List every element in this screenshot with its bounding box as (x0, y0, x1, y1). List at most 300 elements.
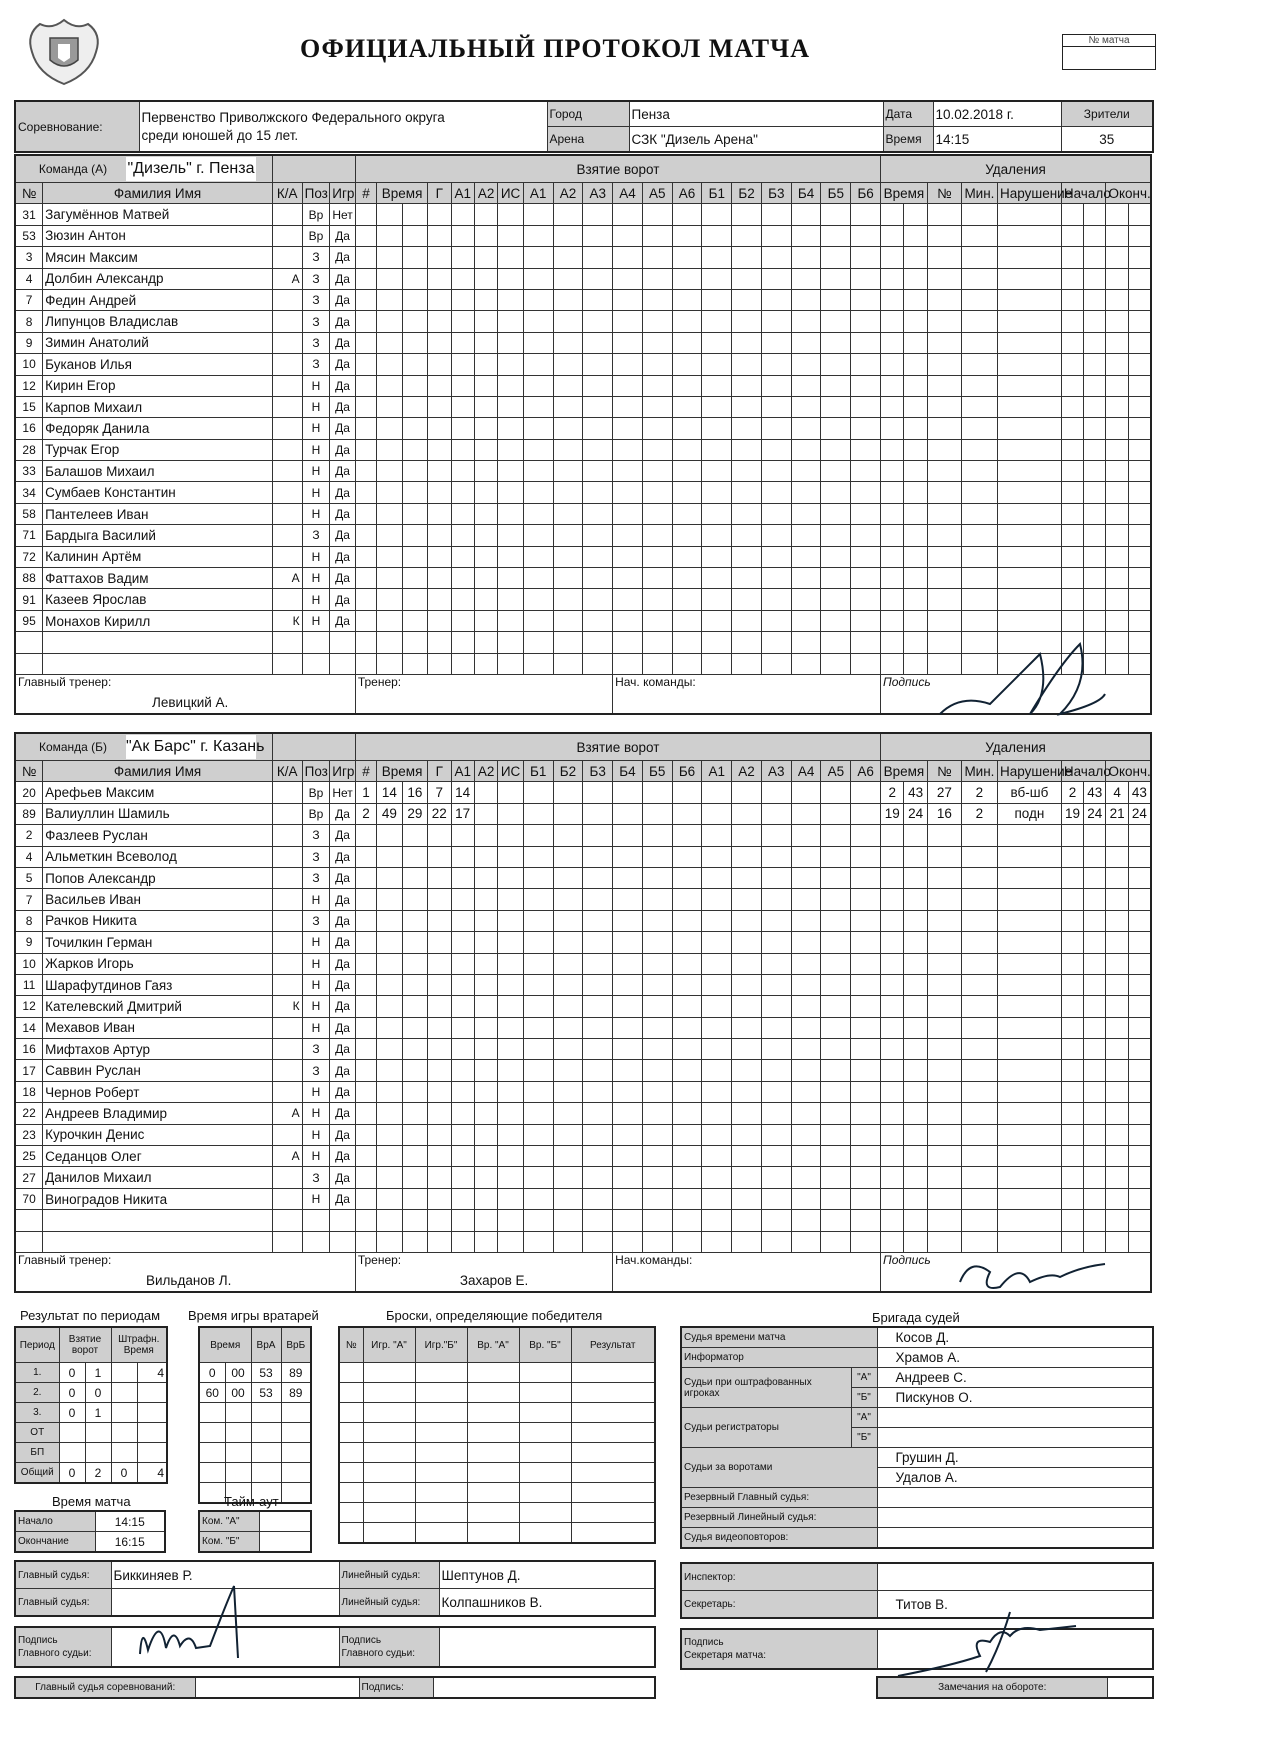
officials-table (680, 1326, 1154, 1549)
player-number: 12 (15, 375, 43, 396)
goalie-row: 0 00 53 89 (199, 1363, 311, 1383)
player-number: 23 (15, 1124, 43, 1145)
arena-label: Арена (547, 127, 629, 153)
player-row (15, 825, 1151, 846)
player-row (15, 1167, 1151, 1188)
player-number: 3 (15, 247, 43, 268)
player-name: Жарков Игорь (43, 953, 273, 974)
player-played: Да (330, 332, 356, 353)
player-played: Да (330, 867, 356, 888)
player-row (15, 268, 1151, 289)
player-played: Да (330, 546, 356, 567)
federation-logo-emblem (22, 14, 106, 88)
player-row (15, 1039, 1151, 1060)
notes-table (876, 1676, 1154, 1699)
player-row (15, 439, 1151, 460)
goalie-col-b: ВрБ (281, 1327, 311, 1363)
player-played: Да (330, 439, 356, 460)
team_a-table: Команда (А) "Дизель" г. Пенза Взятие ворот Удаления № Фамилия Имя К/А Поз Игр # Время Г А1 А2 ИС А1 А2 А3 А4 А5 А6 Б1 Б2 Б3 Б4 Б5 Б6 Время № Мин. Нарушение Начало Оконч. 31 Загумённов Матвей Вр Нет 53 Зюзин Антон Вр Да 3 Мясин Максим З Да 4 Долбин Александр А З Да 7 Федин Андрей З Да 8 Липунцов Владислав З Да 9 Зимин Анатолий З Да 10 Буканов Илья З Да 12 Кирин Егор Н Да 15 Карпов Михаил Н Да 16 Федоряк Данила Н Да 28 Турчак Егор Н Да 33 Балашов Михаил Н Да 34 Сумбаев Константин Н Да 58 Пантелеев Иван Н Да 71 Бардыга Василий З Да 72 Калинин Артём Н Да 88 Фаттахов Вадим А Н Да 91 Казеев Ярослав Н Да 95 Монахов Кирилл К Н Да Главный тренер: Левицкий А. Тренер: Нач. команды: Подпись (14, 154, 1152, 715)
player-name: Турчак Егор (43, 439, 273, 460)
player-played: Да (330, 311, 356, 332)
line-ref-1: Шептунов Д. (439, 1561, 655, 1589)
player-position: З (302, 825, 330, 846)
team_a-head-coach: Левицкий А. (152, 694, 229, 710)
player-row (15, 503, 1151, 524)
player-name: Бардыга Василий (43, 525, 273, 546)
player-position: Н (302, 1081, 330, 1102)
player-position: З (302, 910, 330, 931)
player-row (15, 396, 1151, 417)
player-name: Балашов Михаил (43, 461, 273, 482)
date-label: Дата (883, 101, 933, 127)
periods-col-pen: Штрафн. Время (111, 1327, 167, 1363)
player-row (15, 204, 1151, 225)
player-role (272, 1081, 302, 1102)
player-position: З (302, 354, 330, 375)
player-played: Да (330, 1039, 356, 1060)
player-row (15, 1231, 1151, 1252)
player-role (272, 589, 302, 610)
player-name: Мясин Максим (43, 247, 273, 268)
player-role: А (272, 1103, 302, 1124)
player-role (272, 418, 302, 439)
player-row (15, 332, 1151, 353)
main-ref-signature-scribble (130, 1584, 250, 1670)
player-role (272, 974, 302, 995)
match-end-label: Окончание (15, 1532, 95, 1553)
player-played: Да (330, 225, 356, 246)
timeout-a-label: Ком. "А" (199, 1511, 259, 1532)
protocol-title: ОФИЦИАЛЬНЫЙ ПРОТОКОЛ МАТЧА (300, 34, 810, 63)
goalie-col-a: ВрА (251, 1327, 281, 1363)
player-name: Кателевский Дмитрий (43, 996, 273, 1017)
team_b-coach-cell: Тренер: Захаров Е. (355, 1252, 612, 1292)
player-number (15, 632, 43, 653)
player-number: 17 (15, 1060, 43, 1081)
penalty-judge-b: Пискунов О. (877, 1388, 1153, 1408)
team_a-name: "Дизель" г. Пенза (126, 157, 256, 181)
team_b-penalties-header: Удаления (881, 733, 1151, 761)
penalty-judges-label: Судьи при оштрафованных игроках (681, 1368, 851, 1408)
player-row: 89 Валиуллин Шамиль Вр Да 2 49 29 22 17 19 24 16 2 подн 19 24 21 24 (15, 803, 1151, 824)
player-role (272, 653, 302, 674)
player-played: Да (330, 289, 356, 310)
periods-col-goals: Взятие ворот (59, 1327, 111, 1363)
goalie-col-time: Время (199, 1327, 251, 1363)
player-name: Сумбаев Константин (43, 482, 273, 503)
player-played (330, 1231, 356, 1252)
period-row: 3. 0 1 (15, 1403, 167, 1423)
player-position: Н (302, 568, 330, 589)
main-ref-1: Биккиняев Р. (111, 1561, 339, 1589)
player-row (15, 1188, 1151, 1209)
player-position: З (302, 846, 330, 867)
player-played: Да (330, 846, 356, 867)
player-played: Да (330, 1103, 356, 1124)
goal-judges-label: Судьи за воротами (681, 1448, 877, 1488)
player-row (15, 354, 1151, 375)
player-number: 18 (15, 1081, 43, 1102)
player-row (15, 867, 1151, 888)
player-position: З (302, 525, 330, 546)
player-row (15, 1146, 1151, 1167)
player-role (272, 482, 302, 503)
match-info-table (14, 100, 1154, 153)
player-row (15, 889, 1151, 910)
player-played: Да (330, 910, 356, 931)
player-role (272, 396, 302, 417)
player-number: 53 (15, 225, 43, 246)
player-position: Н (302, 375, 330, 396)
team-b-signature-scribble (950, 1252, 1110, 1302)
player-name: Фаттахов Вадим (43, 568, 273, 589)
player-role (272, 311, 302, 332)
player-number: 25 (15, 1146, 43, 1167)
player-played: Да (330, 503, 356, 524)
player-number: 28 (15, 439, 43, 460)
player-name: Валиуллин Шамиль (43, 803, 273, 824)
player-role (272, 1060, 302, 1081)
player-row (15, 418, 1151, 439)
player-position: Н (302, 503, 330, 524)
player-role (272, 1124, 302, 1145)
player-position: Н (302, 546, 330, 567)
player-row (15, 375, 1151, 396)
registrar-b-tag: "Б" (851, 1428, 877, 1448)
player-role: А (272, 268, 302, 289)
player-position: З (302, 1167, 330, 1188)
player-played: Да (330, 568, 356, 589)
player-row (15, 1210, 1151, 1231)
player-number: 95 (15, 610, 43, 631)
player-name: Федоряк Данила (43, 418, 273, 439)
player-name: Чернов Роберт (43, 1081, 273, 1102)
secretary-signature-scribble (890, 1606, 1080, 1686)
player-name (43, 653, 273, 674)
player-name: Казеев Ярослав (43, 589, 273, 610)
player-played (330, 1210, 356, 1231)
team_a-head-coach-cell: Главный тренер: Левицкий А. (15, 674, 355, 714)
player-played: Нет (330, 204, 356, 225)
city-value: Пенза (629, 101, 883, 127)
player-number: 14 (15, 1017, 43, 1038)
match-number-label: № матча (1063, 35, 1155, 47)
player-played: Да (330, 1167, 356, 1188)
player-row (15, 311, 1151, 332)
timeout-title: Тайм-аут (224, 1494, 279, 1509)
player-row (15, 525, 1151, 546)
player-position: З (302, 289, 330, 310)
team_a-coach-cell: Тренер: (355, 674, 612, 714)
player-number: 8 (15, 910, 43, 931)
player-number: 10 (15, 953, 43, 974)
informer-value: Храмов А. (877, 1348, 1153, 1368)
player-position: З (302, 311, 330, 332)
shootout-table: № Игр. "А" Игр."Б" Вр. "А" Вр. "Б" Результат (338, 1326, 656, 1544)
player-number: 4 (15, 846, 43, 867)
player-number: 33 (15, 461, 43, 482)
date-value: 10.02.2018 г. (933, 101, 1061, 127)
player-position (302, 653, 330, 674)
player-position: Вр (302, 225, 330, 246)
player-position: Н (302, 482, 330, 503)
player-role (272, 247, 302, 268)
player-role (272, 846, 302, 867)
player-row (15, 568, 1151, 589)
player-position: Вр (302, 803, 330, 824)
player-name (43, 632, 273, 653)
player-role (272, 546, 302, 567)
penalty-judge-a-tag: "А" (851, 1368, 877, 1388)
player-name: Зимин Анатолий (43, 332, 273, 353)
player-position: Н (302, 439, 330, 460)
player-number: 31 (15, 204, 43, 225)
player-number: 5 (15, 867, 43, 888)
player-row (15, 846, 1151, 867)
officials-title: Бригада судей (872, 1310, 960, 1325)
period-row: 2. 0 0 (15, 1383, 167, 1403)
player-played: Да (330, 268, 356, 289)
team_b-goals-header: Взятие ворот (355, 733, 880, 761)
player-position: Н (302, 1017, 330, 1038)
player-name: Зюзин Антон (43, 225, 273, 246)
player-played: Да (330, 803, 356, 824)
period-row: ОТ (15, 1423, 167, 1443)
timeout-b-label: Ком. "Б" (199, 1532, 259, 1553)
player-name: Данилов Михаил (43, 1167, 273, 1188)
player-number: 22 (15, 1103, 43, 1124)
player-number: 34 (15, 482, 43, 503)
player-role (272, 632, 302, 653)
match-start-label: Начало (15, 1511, 95, 1532)
player-row (15, 1103, 1151, 1124)
player-position (302, 632, 330, 653)
player-row (15, 932, 1151, 953)
secretary-value: Титов В. (877, 1591, 1153, 1619)
player-position: З (302, 1060, 330, 1081)
team-a-signature-scribble (930, 634, 1110, 730)
player-role (272, 953, 302, 974)
player-played: Да (330, 889, 356, 910)
city-label: Город (547, 101, 629, 127)
player-name: Карпов Михаил (43, 396, 273, 417)
player-name: Загумённов Матвей (43, 204, 273, 225)
goalie-time-table (198, 1326, 312, 1504)
player-role (272, 225, 302, 246)
player-row (15, 546, 1151, 567)
player-role: К (272, 610, 302, 631)
player-position: Н (302, 1146, 330, 1167)
player-position: Н (302, 589, 330, 610)
player-role (272, 1017, 302, 1038)
player-played: Нет (330, 782, 356, 803)
team_b-head-coach-cell: Главный тренер: Вильданов Л. (15, 1252, 355, 1292)
player-position: Н (302, 1124, 330, 1145)
main-ref-sign-label: Подпись Главного судьи: (15, 1627, 111, 1667)
player-role (272, 889, 302, 910)
player-role: А (272, 568, 302, 589)
player-name: Точилкин Герман (43, 932, 273, 953)
registrar-a-tag: "А" (851, 1408, 877, 1428)
player-row (15, 610, 1151, 631)
player-number: 70 (15, 1188, 43, 1209)
player-row (15, 225, 1151, 246)
player-row (15, 996, 1151, 1017)
shootout-title: Броски, определяющие победителя (386, 1308, 603, 1323)
player-name: Долбин Александр (43, 268, 273, 289)
line-ref-label-1: Линейный судья: (339, 1561, 439, 1589)
player-name: Федин Андрей (43, 289, 273, 310)
player-number: 9 (15, 332, 43, 353)
player-played: Да (330, 610, 356, 631)
line-ref-label-2: Линейный судья: (339, 1589, 439, 1617)
period-row: БП (15, 1443, 167, 1463)
player-played: Да (330, 1188, 356, 1209)
player-role (272, 439, 302, 460)
team_b-table: Команда (Б) "Ак Барс" г. Казань Взятие ворот Удаления № Фамилия Имя К/А Поз Игр # Время Г А1 А2 ИС Б1 Б2 Б3 Б4 Б5 Б6 А1 А2 А3 А4 А5 А6 Время № Мин. Нарушение Начало Оконч. 20 Арефьев Максим Вр Нет 1 14 16 7 14 2 43 27 2 вб-шб 2 43 4 43 89 Валиуллин Шамиль Вр Да 2 49 29 22 17 19 24 16 2 подн 19 24 21 24 2 Фазлеев Руслан З Да 4 Альметкин Всеволод З Да 5 Попов Александр З Да 7 Васильев Иван Н Да 8 Рачков Никита З Да 9 Точилкин Герман Н Да 10 Жарков Игорь Н Да 11 Шарафутдинов Гаяз Н Да 12 Кателевский Дмитрий К Н Да 14 Мехавов Иван Н Да 16 Мифтахов Артур З Да 17 Саввин Руслан З Да 18 Чернов Роберт Н Да 22 Андреев Владимир А Н Да 23 Курочкин Денис Н Да 25 Седанцов Олег А Н Да 27 Данилов Михаил З Да 70 Виноградов Никита Н Да Главный тренер: Вильданов Л. Тренер: Захаров Е. Нач.команды: Подпись (14, 732, 1152, 1293)
player-position: З (302, 867, 330, 888)
team_b-coach: Захаров Е. (459, 1272, 529, 1288)
player-name: Мехавов Иван (43, 1017, 273, 1038)
player-played: Да (330, 996, 356, 1017)
player-played: Да (330, 974, 356, 995)
player-row (15, 461, 1151, 482)
player-number: 71 (15, 525, 43, 546)
player-name: Буканов Илья (43, 354, 273, 375)
player-position: Н (302, 1103, 330, 1124)
player-position (302, 1210, 330, 1231)
player-row (15, 289, 1151, 310)
player-name (43, 1210, 273, 1231)
main-ref-label-2: Главный судья: (15, 1589, 111, 1617)
player-number: 8 (15, 311, 43, 332)
player-number: 15 (15, 396, 43, 417)
player-name: Седанцов Олег (43, 1146, 273, 1167)
informer-label: Информатор (681, 1348, 877, 1368)
player-number: 4 (15, 268, 43, 289)
inspector-value (877, 1563, 1153, 1591)
player-name: Васильев Иван (43, 889, 273, 910)
player-name: Калинин Артём (43, 546, 273, 567)
player-name: Пантелеев Иван (43, 503, 273, 524)
reserve-main-ref-label: Резервный Главный судья: (681, 1488, 877, 1508)
player-name: Андреев Владимир (43, 1103, 273, 1124)
team_b-label-cell: Команда (Б) "Ак Барс" г. Казань (15, 733, 272, 761)
penalty-judge-a: Андреев С. (877, 1368, 1153, 1388)
player-number: 88 (15, 568, 43, 589)
timeout-table (198, 1510, 312, 1553)
player-position: З (302, 268, 330, 289)
spectators-label: Зрители (1061, 101, 1153, 127)
match-time-title: Время матча (52, 1494, 131, 1509)
team_b-head-coach: Вильданов Л. (146, 1272, 232, 1288)
player-role (272, 332, 302, 353)
player-row (15, 1060, 1151, 1081)
player-role (272, 289, 302, 310)
player-number: 9 (15, 932, 43, 953)
player-position (302, 1231, 330, 1252)
player-position: Н (302, 396, 330, 417)
team_a-label-cell: Команда (А) "Дизель" г. Пенза (15, 155, 272, 183)
player-name: Кирин Егор (43, 375, 273, 396)
player-played: Да (330, 932, 356, 953)
player-role (272, 1188, 302, 1209)
player-name (43, 1231, 273, 1252)
player-row (15, 589, 1151, 610)
player-position: Н (302, 974, 330, 995)
player-role (272, 803, 302, 824)
player-played: Да (330, 1060, 356, 1081)
player-number (15, 1210, 43, 1231)
player-number: 2 (15, 825, 43, 846)
competition-ref-table (14, 1676, 656, 1699)
player-role (272, 1231, 302, 1252)
player-role (272, 375, 302, 396)
player-position: З (302, 332, 330, 353)
goalie-row: 60 00 53 89 (199, 1383, 311, 1403)
period-row: Общий 0 2 0 4 (15, 1463, 167, 1484)
match-end-value: 16:15 (95, 1532, 165, 1553)
periods-col-period: Период (15, 1327, 59, 1363)
goal-judge-2: Удалов А. (877, 1468, 1153, 1488)
player-position: Вр (302, 204, 330, 225)
player-role: К (272, 996, 302, 1017)
player-row (15, 953, 1151, 974)
player-name: Мифтахов Артур (43, 1039, 273, 1060)
spectators-value: 35 (1061, 127, 1153, 153)
player-role (272, 1210, 302, 1231)
registrar-label: Судьи регистраторы (681, 1408, 851, 1448)
player-played: Да (330, 1017, 356, 1038)
goal-judge-1: Грушин Д. (877, 1448, 1153, 1468)
player-number (15, 1231, 43, 1252)
player-number: 12 (15, 996, 43, 1017)
competition-name: Первенство Приволжского Федерального округа среди юношей до 15 лет. (139, 101, 547, 152)
player-played (330, 632, 356, 653)
inspector-label: Инспектор: (681, 1563, 877, 1591)
ref-signatures-table (14, 1626, 656, 1668)
notes-label: Замечания на обороте: (877, 1677, 1107, 1698)
player-number: 72 (15, 546, 43, 567)
timekeeper-label: Судья времени матча (681, 1327, 877, 1348)
player-played: Да (330, 1146, 356, 1167)
arena-value: СЗК "Дизель Арена" (629, 127, 883, 153)
player-played: Да (330, 525, 356, 546)
main-ref-label-1: Главный судья: (15, 1561, 111, 1589)
team_a-goals-header: Взятие ворот (355, 155, 880, 183)
player-played: Да (330, 375, 356, 396)
player-name: Фазлеев Руслан (43, 825, 273, 846)
referees-table (14, 1560, 656, 1617)
player-played: Да (330, 418, 356, 439)
player-number: 89 (15, 803, 43, 824)
player-number: 58 (15, 503, 43, 524)
player-position: Н (302, 889, 330, 910)
player-number: 16 (15, 418, 43, 439)
competition-ref-sign-label: Подпись: (359, 1677, 433, 1698)
player-name: Шарафутдинов Гаяз (43, 974, 273, 995)
player-row (15, 910, 1151, 931)
player-position: З (302, 247, 330, 268)
player-row (15, 974, 1151, 995)
player-row (15, 247, 1151, 268)
player-played: Да (330, 825, 356, 846)
player-name: Арефьев Максим (43, 782, 273, 803)
player-played: Да (330, 589, 356, 610)
player-played: Да (330, 247, 356, 268)
team_b-name: "Ак Барс" г. Казань (126, 735, 256, 759)
player-row (15, 482, 1151, 503)
